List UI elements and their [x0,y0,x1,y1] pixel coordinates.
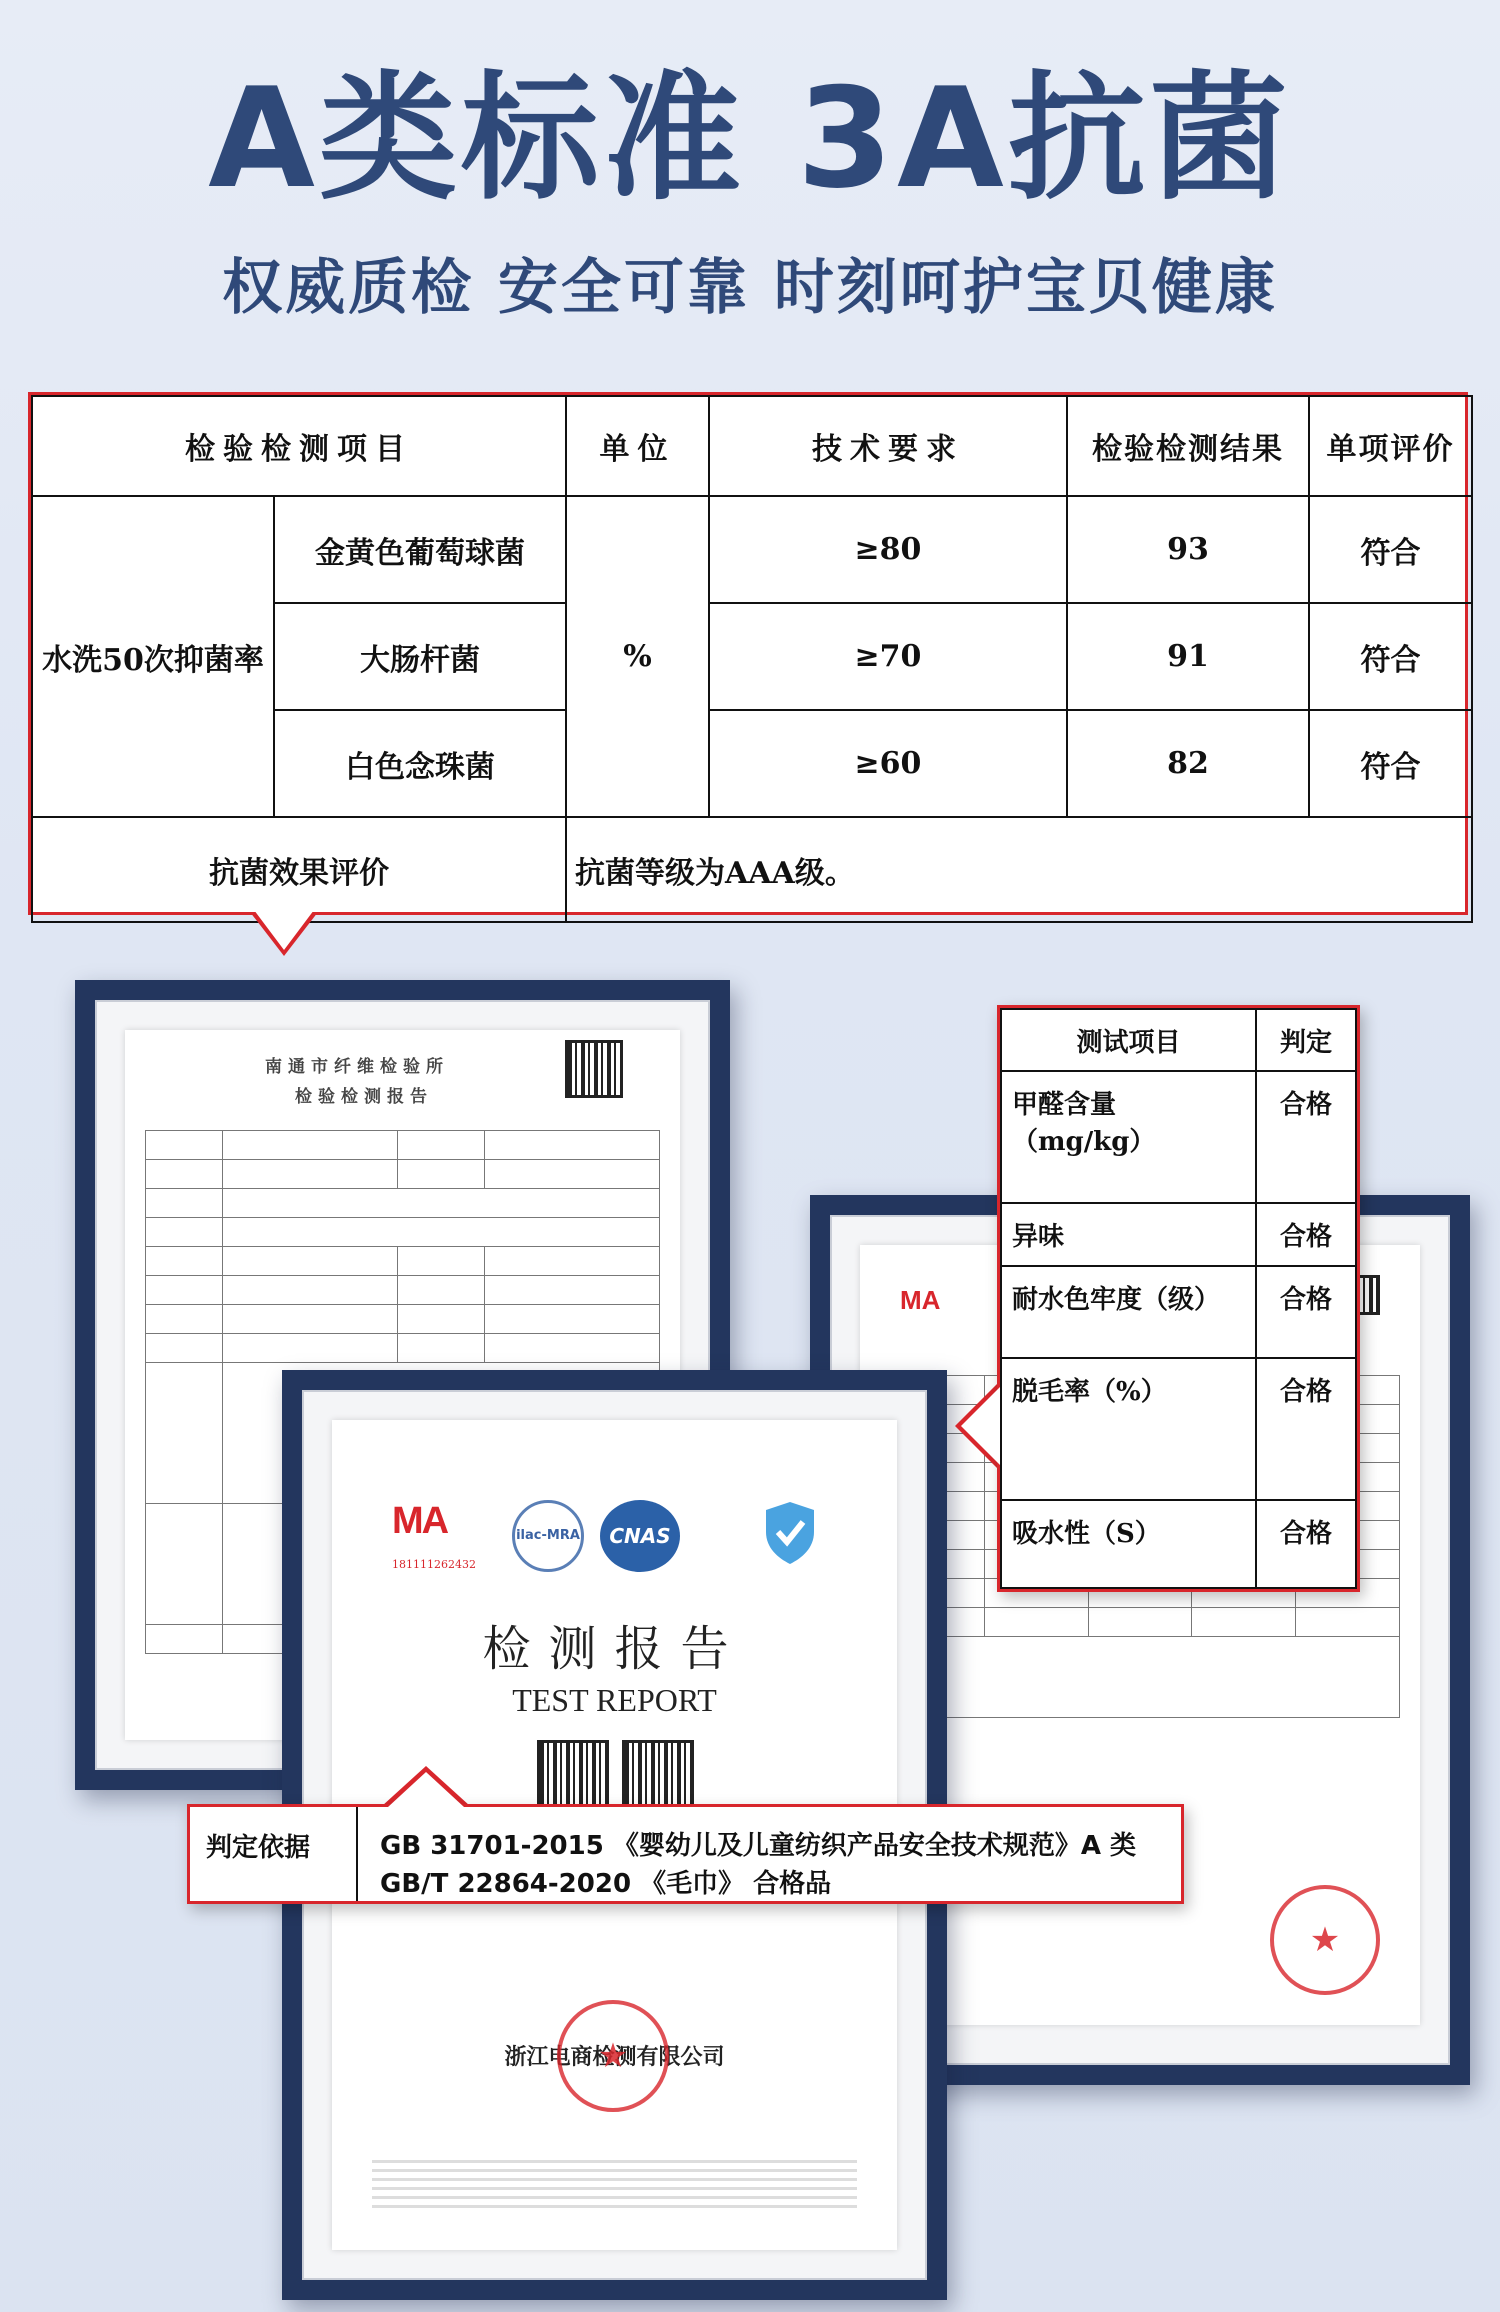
callout-verdict: 合格 [1256,1358,1356,1500]
evaluation-cell: 符合 [1309,496,1472,603]
unit-cell: % [566,496,709,817]
evaluation-row [32,817,1472,922]
header-item: 检验检测项目 [32,396,566,496]
shield-check-icon [762,1500,818,1566]
basis-standard-1: GB 31701-2015 《婴幼儿及儿童纺织产品安全技术规范》A 类 [380,1831,1137,1861]
eval-value: 抗菌等级为AAA级。 [566,817,1472,922]
callout-header-verdict: 判定 [1256,1009,1356,1071]
header-unit: 单位 [566,396,709,496]
basis-pointer-fill [388,1772,464,1807]
table-row [1001,1358,1356,1500]
callout-verdict: 合格 [1256,1500,1356,1588]
table-row [1001,1071,1356,1203]
certification-logos [332,1500,897,1580]
table-row [1001,1266,1356,1358]
requirement-cell: ≥60 [709,710,1067,817]
header-requirement: 技术要求 [709,396,1067,496]
report-title-en: TEST REPORT [512,1682,717,1718]
table-pointer-fill [254,910,314,950]
qr-code-icon [537,1740,609,1812]
table-row [1001,1203,1356,1266]
callout-item: 脱毛率（%） [1001,1358,1256,1500]
left-report-org: 南通市纤维检验所 [265,1057,449,1077]
callout-pointer-fill [961,1387,1000,1465]
basis-standard-2: GB/T 22864-2020 《毛巾》 合格品 [380,1869,832,1899]
basis-label: 判定依据 [190,1807,358,1901]
header-evaluation: 单项评价 [1309,396,1472,496]
test-items-callout [997,1005,1360,1592]
table-row [32,496,1472,603]
callout-item: 甲醛含量（mg/kg） [1001,1071,1256,1203]
table-row [1001,1500,1356,1588]
callout-header-item: 测试项目 [1001,1009,1256,1071]
main-table [31,395,1473,923]
result-cell: 93 [1067,496,1309,603]
evaluation-cell: 符合 [1309,603,1472,710]
cma-logo-icon: MA [392,1500,448,1542]
judgement-basis-callout [187,1804,1184,1904]
qr-code-icon [622,1740,694,1812]
cnas-logo-icon: CNAS [600,1500,680,1572]
evaluation-cell: 符合 [1309,710,1472,817]
left-report-title: 检验检测报告 [295,1087,433,1107]
ilac-mra-logo-icon: ilac-MRA [512,1500,584,1572]
callout-verdict: 合格 [1256,1071,1356,1203]
callout-item: 吸水性（S） [1001,1500,1256,1588]
page-subheadline: 权威质检 安全可靠 时刻呵护宝贝健康 [222,253,1278,323]
item-cell: 金黄色葡萄球菌 [274,496,566,603]
cma-number: 181111262432 [392,1558,476,1571]
eval-label: 抗菌效果评价 [32,817,566,922]
red-seal-icon [1270,1885,1380,1995]
requirement-cell: ≥70 [709,603,1067,710]
result-cell: 82 [1067,710,1309,817]
qr-code-icon [565,1040,623,1098]
test-items-table [1000,1008,1357,1589]
result-cell: 91 [1067,603,1309,710]
header-result: 检验检测结果 [1067,396,1309,496]
antibacterial-result-table [28,392,1468,915]
callout-verdict: 合格 [1256,1203,1356,1266]
fine-print [372,2160,857,2214]
callout-item: 耐水色牢度（级） [1001,1266,1256,1358]
callout-verdict: 合格 [1256,1266,1356,1358]
company-seal-icon [557,2000,669,2112]
item-cell: 白色念珠菌 [274,710,566,817]
callout-item: 异味 [1001,1203,1256,1266]
item-cell: 大肠杆菌 [274,603,566,710]
page-headline: A类标准 3A抗菌 [208,58,1292,219]
cma-small-icon: MA [900,1285,941,1315]
requirement-cell: ≥80 [709,496,1067,603]
group-label: 水洗50次抑菌率 [32,496,274,817]
testing-company-name: 浙江电商检测有限公司 [504,2044,725,2070]
report-title-cn: 检测报告 [482,1621,747,1677]
